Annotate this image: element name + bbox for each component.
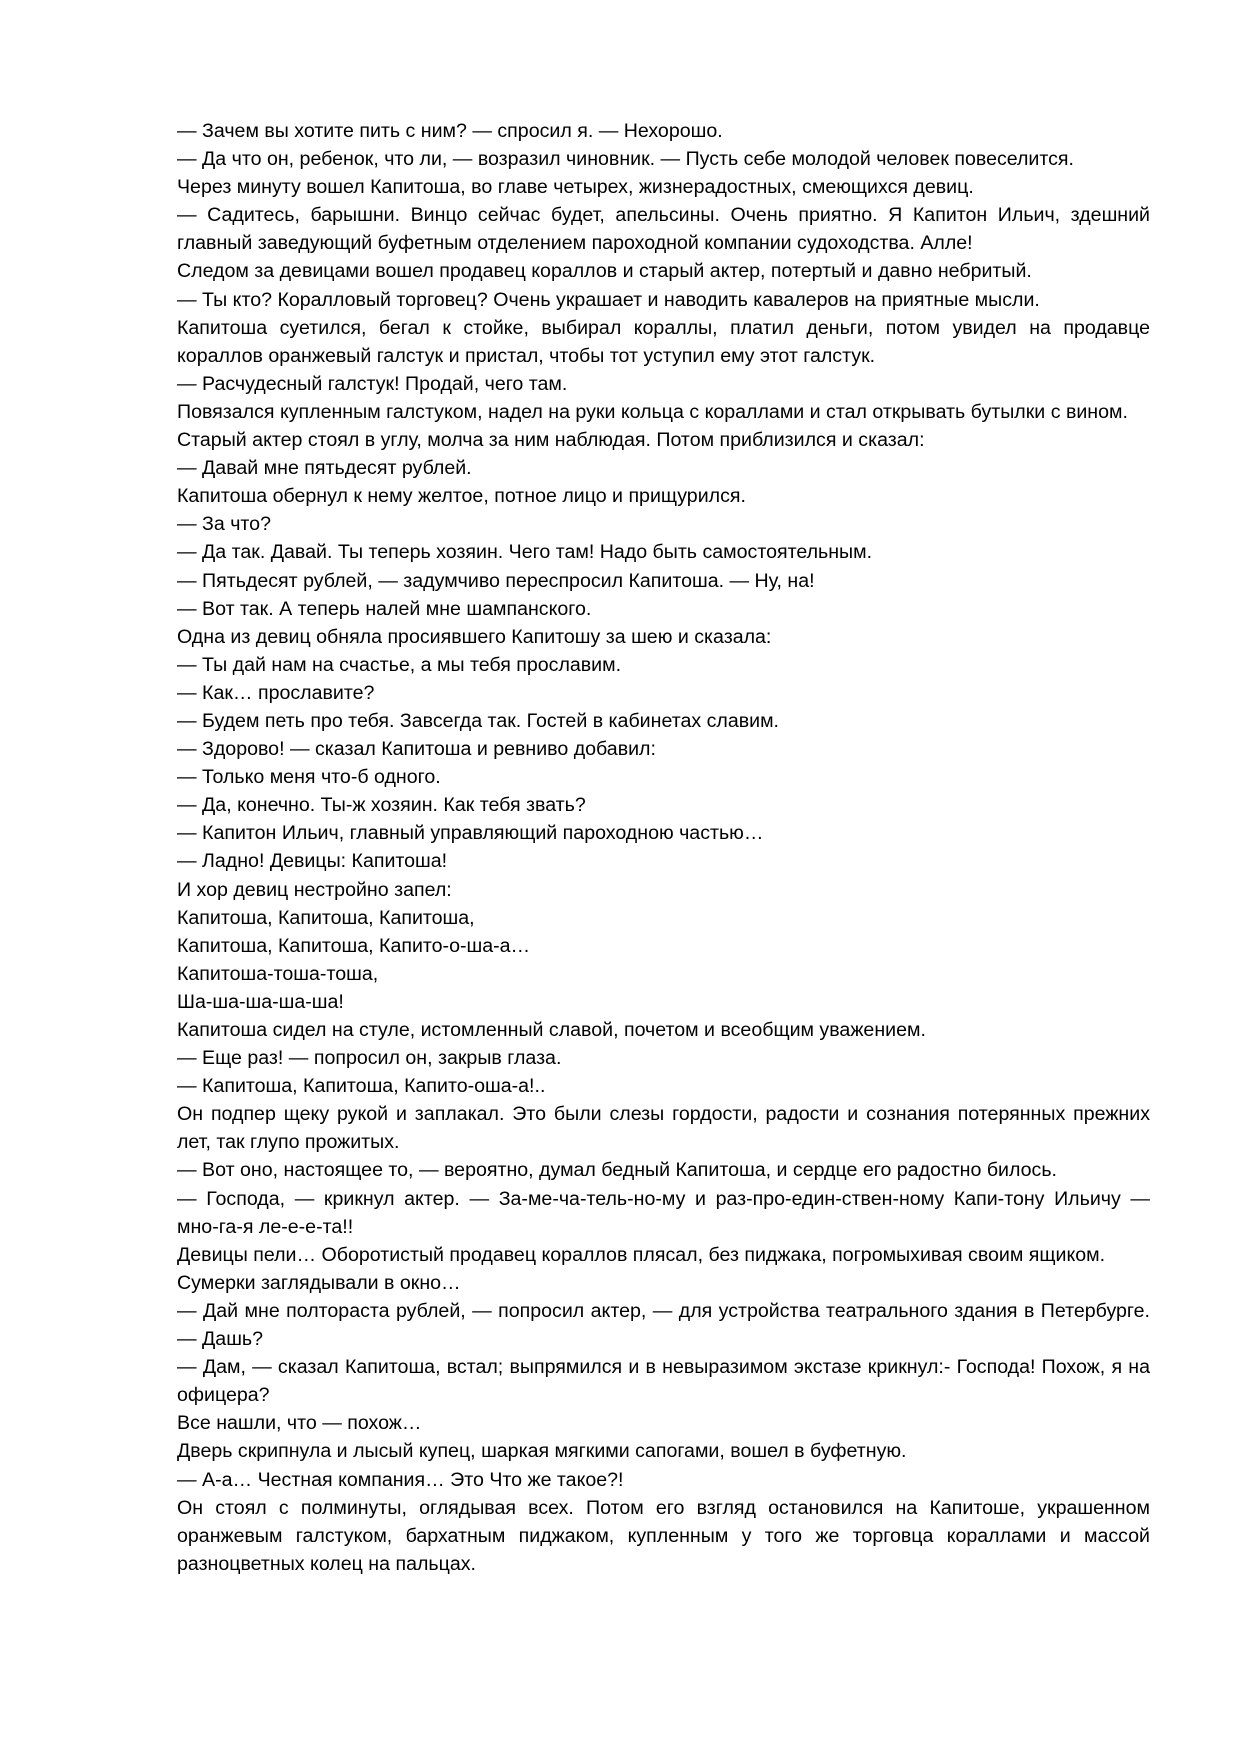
song-line: Капитоша, Капитоша, Капито-о-ша-а… <box>177 934 531 957</box>
paragraph: Капитоша суетился, бегал к стойке, выбирал кораллы, платил деньги, потом увидел на продавце кораллов оранжевый галстук и пристал, чтобы тот уступил ему этот галстук. <box>177 316 1150 367</box>
paragraph: — Вот оно, настоящее то, — вероятно, думал бедный Капитоша, и сердце его радостно билось. <box>177 1159 1058 1182</box>
paragraph: — Да, конечно. Ты-ж хозяин. Как тебя звать? <box>177 794 586 817</box>
paragraph: Все нашли, что — похож… <box>177 1412 422 1435</box>
paragraph: Дверь скрипнула и лысый купец, шаркая мягкими сапогами, вошел в буфетную. <box>177 1440 907 1463</box>
paragraph: Сумерки заглядывали в окно… <box>177 1271 461 1294</box>
paragraph: — Давай мне пятьдесят рублей. <box>177 457 472 480</box>
paragraph: — Зачем вы хотите пить с ним? — спросил я. — Нехорошо. <box>177 120 723 142</box>
paragraph: Капитоша сидел на стуле, истомленный славой, почетом и всеобщим уважением. <box>177 1019 926 1041</box>
paragraph: — Ты дай нам на счастье, а мы тебя прославим. <box>177 653 622 676</box>
paragraph: И хор девиц нестройно запел: <box>177 878 452 901</box>
paragraph: Он подпер щеку рукой и заплакал. Это были слезы гордости, радости и сознания потерянных прежних лет, так глупо прожитых. <box>177 1103 1150 1154</box>
paragraph: — Вот так. А теперь налей мне шампанского. <box>177 597 592 620</box>
paragraph: — Капитоша, Капитоша, Капито-оша-а!.. <box>177 1075 546 1098</box>
song-line: Капитоша, Капитоша, Капитоша, <box>177 906 475 929</box>
song-line: Ша-ша-ша-ша-ша! <box>177 990 344 1013</box>
document-body <box>177 117 1150 1578</box>
paragraph: — Пятьдесят рублей, — задумчиво переспросил Капитоша. — Ну, на! <box>177 569 815 592</box>
paragraph: Через минуту вошел Капитоша, во главе четырех, жизнерадостных, смеющихся девиц. <box>177 176 974 199</box>
paragraph: Он стоял с полминуты, оглядывая всех. Потом его взгляд остановился на Капитоше, украшенном оранжевым галстуком, бархатным пиджаком, купленным у того же торговца кораллами и массой разноцветных колец на пальцах. <box>177 1496 1150 1575</box>
paragraph: — Здорово! — сказал Капитоша и ревниво добавил: <box>177 738 656 761</box>
paragraph: Капитоша обернул к нему желтое, потное лицо и прищурился. <box>177 485 746 508</box>
paragraph: — Да так. Давай. Ты теперь хозяин. Чего там! Надо быть самостоятельным. <box>177 541 873 564</box>
paragraph: Повязался купленным галстуком, надел на руки кольца с кораллами и стал открывать бутылки с вином. <box>177 400 1128 423</box>
paragraph: — Дай мне полтораста рублей, — попросил актер, — для устройства театрального здания в Петербурге. — Дашь? <box>177 1299 1150 1351</box>
paragraph: — Будем петь про тебя. Завсегда так. Гостей в кабинетах славим. <box>177 709 779 732</box>
paragraph: Старый актер стоял в углу, молча за ним наблюдая. Потом приблизился и сказал: <box>177 429 925 452</box>
paragraph: — Расчудесный галстук! Продай, чего там. <box>177 372 568 395</box>
paragraph: — За что? <box>177 513 271 536</box>
paragraph: — Дам, — сказал Капитоша, встал; выпрямился и в невыразимом экстазе крикнул:- Господа! Похож, я на офицера? <box>177 1356 1150 1407</box>
paragraph: Девицы пели… Оборотистый продавец кораллов плясал, без пиджака, погромыхивая своим ящиком. <box>177 1243 1106 1266</box>
song-line: Капитоша-тоша-тоша, <box>177 962 379 985</box>
paragraph: — Садитесь, барышни. Винцо сейчас будет, апельсины. Очень приятно. Я Капитон Ильич, здешний главный заведующий буфетным отделением пароходной компании судоходства. Алле! <box>177 204 1150 255</box>
paragraph: — Ладно! Девицы: Капитоша! <box>177 850 448 873</box>
paragraph: — Как… прославите? <box>177 681 375 704</box>
paragraph: — Еще раз! — попросил он, закрыв глаза. <box>177 1047 562 1070</box>
paragraph: — Господа, — крикнул актер. — За-ме-ча-тель-но-му и раз-про-един-ствен-ному Капи-тону Ильичу — мно-га-я ле-е-е-та!! <box>177 1187 1150 1238</box>
paragraph: — Да что он, ребенок, что ли, — возразил чиновник. — Пусть себе молодой человек повеселится. <box>177 148 1074 171</box>
paragraph: Следом за девицами вошел продавец кораллов и старый актер, потертый и давно небритый. <box>177 260 1032 283</box>
paragraph: — Капитон Ильич, главный управляющий пароходною частью… <box>177 822 764 845</box>
paragraph: — А-а… Честная компания… Это Что же такое?! <box>177 1468 624 1491</box>
paragraph: Одна из девиц обняла просиявшего Капитошу за шею и сказала: <box>177 625 772 648</box>
paragraph: — Только меня что-б одного. <box>177 766 441 789</box>
paragraph: — Ты кто? Коралловый торговец? Очень украшает и наводить кавалеров на приятные мысли. <box>177 288 1040 311</box>
